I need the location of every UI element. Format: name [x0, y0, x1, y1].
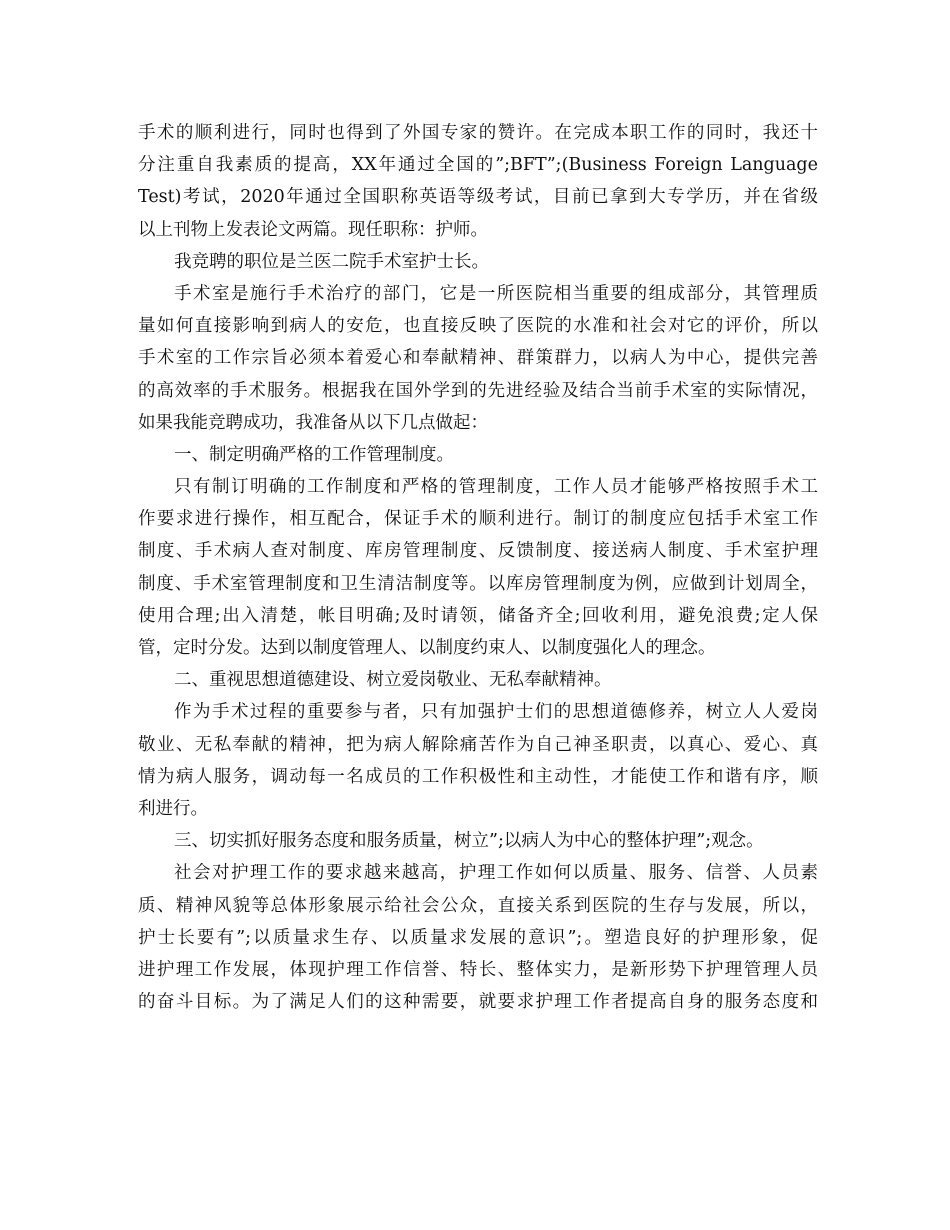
text-line: 手术的顺利进行，同时也得到了外国专家的赞许。在完成本职工作的同时，我还十	[138, 123, 818, 143]
text-line: 的高效率的手术服务。根据我在国外学到的先进经验及结合当前手术室的实际情况，	[138, 380, 818, 401]
text-line: 情为病人服务，调动每一名成员的工作积极性和主动性，才能使工作和谐有序，顺	[138, 766, 818, 787]
text-line: 护士长要有”;以质量求生存、以质量求发展的意识”;。塑造良好的护理形象，促	[138, 927, 818, 948]
text-line: 以上刊物上发表论文两篇。现任职称：护师。	[138, 219, 488, 240]
paragraph-first-line: 作为手术过程的重要参与者，只有加强护士们的思想道德修养，树立人人爱岗	[174, 702, 818, 723]
text-line: Test)考试，2020年通过全国职称英语等级考试，目前已拿到大专学历，并在省级	[138, 187, 818, 208]
text-line: 使用合理;出入清楚，帐目明确;及时请领，储备齐全;回收利用，避免浪费;定人保	[138, 605, 818, 626]
text-line: 分注重自我素质的提高，XX年通过全国的”;BFT”;(Business Foreign Language	[138, 155, 818, 176]
text-line: 作要求进行操作，相互配合，保证手术的顺利进行。制订的制度应包括手术室工作	[138, 509, 818, 530]
text-line: 制度、手术室管理制度和卫生清洁制度等。以库房管理制度为例，应做到计划周全，	[138, 573, 818, 594]
paragraph-first-line: 手术室是施行手术治疗的部门，它是一所医院相当重要的组成部分，其管理质	[174, 283, 818, 304]
text-line: 制度、手术病人查对制度、库房管理制度、反馈制度、接送病人制度、手术室护理	[138, 541, 818, 562]
text-line: 量如何直接影响到病人的安危，也直接反映了医院的水准和社会对它的评价，所以	[138, 316, 818, 337]
text-line: 利进行。	[138, 798, 208, 819]
text-line: 进护理工作发展，体现护理工作信誉、特长、整体实力，是新形势下护理管理人员	[138, 959, 818, 980]
paragraph-first-line: 只有制订明确的工作制度和严格的管理制度，工作人员才能够严格按照手术工	[174, 477, 818, 498]
text-line: 管，定时分发。达到以制度管理人、以制度约束人、以制度强化人的理念。	[138, 638, 716, 658]
paragraph-first-line: 我竞聘的职位是兰医二院手术室护士长。	[174, 251, 489, 272]
section-heading: 二、重视思想道德建设、树立爱岗敬业、无私奉献精神。	[174, 670, 612, 691]
document-body	[138, 117, 818, 1018]
text-line: 手术室的工作宗旨必须本着爱心和奉献精神、群策群力，以病人为中心，提供完善	[138, 348, 818, 369]
text-line: 敬业、无私奉献的精神，把为病人解除痛苦作为自己神圣职责，以真心、爱心、真	[138, 734, 818, 755]
text-line: 如果我能竞聘成功，我准备从以下几点做起：	[138, 412, 488, 433]
text-line: 的奋斗目标。为了满足人们的这种需要，就要求护理工作者提高自身的服务态度和	[138, 992, 818, 1013]
section-heading: 一、制定明确严格的工作管理制度。	[174, 444, 454, 465]
section-heading: 三、切实抓好服务态度和服务质量，树立”;以病人为中心的整体护理”;观念。	[174, 831, 764, 852]
text-line: 质、精神风貌等总体形象展示给社会公众，直接关系到医院的生存与发展，所以，	[138, 895, 818, 916]
paragraph-first-line: 社会对护理工作的要求越来越高，护理工作如何以质量、服务、信誉、人员素	[174, 863, 818, 884]
